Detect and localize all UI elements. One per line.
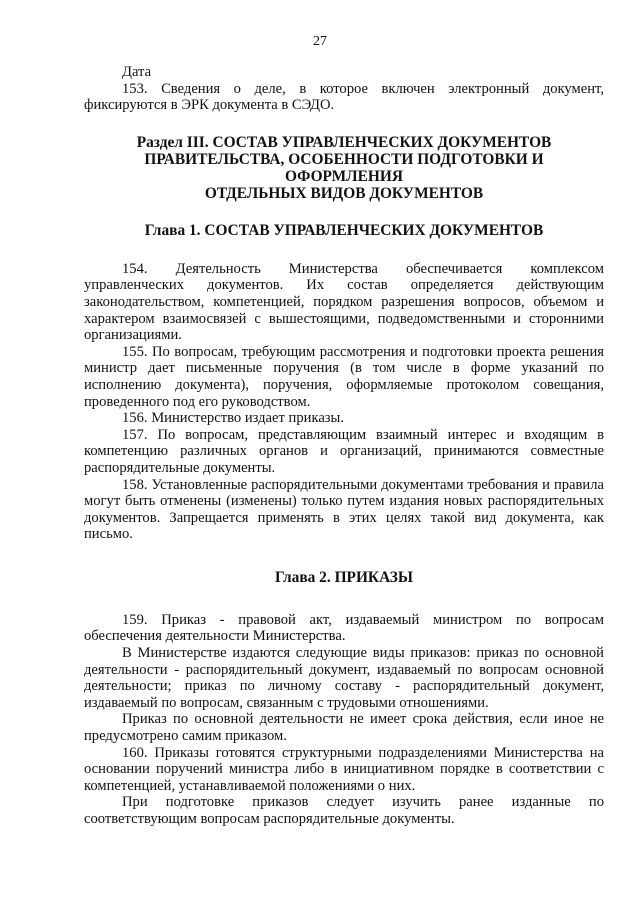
section-heading-line-2: ПРАВИТЕЛЬСТВА, ОСОБЕННОСТИ ПОДГОТОВКИ И ОФОРМЛЕНИЯ	[144, 150, 544, 185]
paragraph-159-validity: Приказ по основной деятельности не имеет срока действия, если иное не предусмотрено самим приказом.	[84, 711, 604, 745]
paragraph-155: 155. По вопросам, требующим рассмотрения и подготовки проекта решения министр дает письменные поручения (в том числе в форме указаний по исполнению документа), поручения, оформляемые протоколом совещания, проведенного под его руководством.	[84, 343, 604, 410]
paragraph-153: 153. Сведения о деле, в которое включен электронный документ, фиксируются в ЭРК документа в СЭДО.	[84, 80, 604, 114]
date-line: Дата	[122, 64, 152, 80]
paragraph-154: 154. Деятельность Министерства обеспечивается комплексом управленческих документов. Их состав определяется действующим законодательством, компетенцией, порядком разрешения вопросов, объемом и характером взаимосвязей с вышестоящими, подведомственными и сторонними организациями.	[84, 260, 604, 344]
paragraph-158: 158. Установленные распорядительными документами требования и правила могут быть отменены (изменены) только путем издания новых распорядительных документов. Запрещается применять в этих целях такой вид документа, как письмо.	[84, 476, 604, 543]
page-number: 27	[313, 34, 327, 49]
paragraph-159-types: В Министерстве издаются следующие виды приказов: приказ по основной деятельности - распорядительный документ, издаваемый по вопросам основной деятельности; приказ по личному составу - распорядительный документ, издаваемый по вопросам, связанным с трудовыми отношениями.	[84, 645, 604, 711]
section-heading-line-3: ОТДЕЛЬНЫХ ВИДОВ ДОКУМЕНТОВ	[204, 184, 484, 202]
paragraph-160-preparation: При подготовке приказов следует изучить ранее изданные по соответствующим вопросам распорядительные документы.	[84, 794, 604, 827]
chapter-2-title: Глава 2. ПРИКАЗЫ	[274, 568, 414, 586]
section-heading-line-1: Раздел III. СОСТАВ УПРАВЛЕНЧЕСКИХ ДОКУМЕНТОВ	[136, 133, 552, 151]
paragraph-156: 156. Министерство издает приказы.	[122, 410, 345, 427]
page-content	[84, 64, 604, 828]
chapter-1-title: Глава 1. СОСТАВ УПРАВЛЕНЧЕСКИХ ДОКУМЕНТОВ	[144, 221, 544, 239]
section-heading	[84, 134, 604, 202]
paragraph-159: 159. Приказ - правовой акт, издаваемый министром по вопросам обеспечения деятельности Министерства.	[84, 611, 604, 645]
paragraph-157: 157. По вопросам, представляющим взаимный интерес и входящим в компетенцию различных органов и организаций, принимаются совместные распорядительные документы.	[84, 426, 604, 476]
paragraph-160: 160. Приказы готовятся структурными подразделениями Министерства на основании поручений министра либо в инициативном порядке в соответствии с компетенцией, устанавливаемой положениями о них.	[84, 744, 604, 794]
